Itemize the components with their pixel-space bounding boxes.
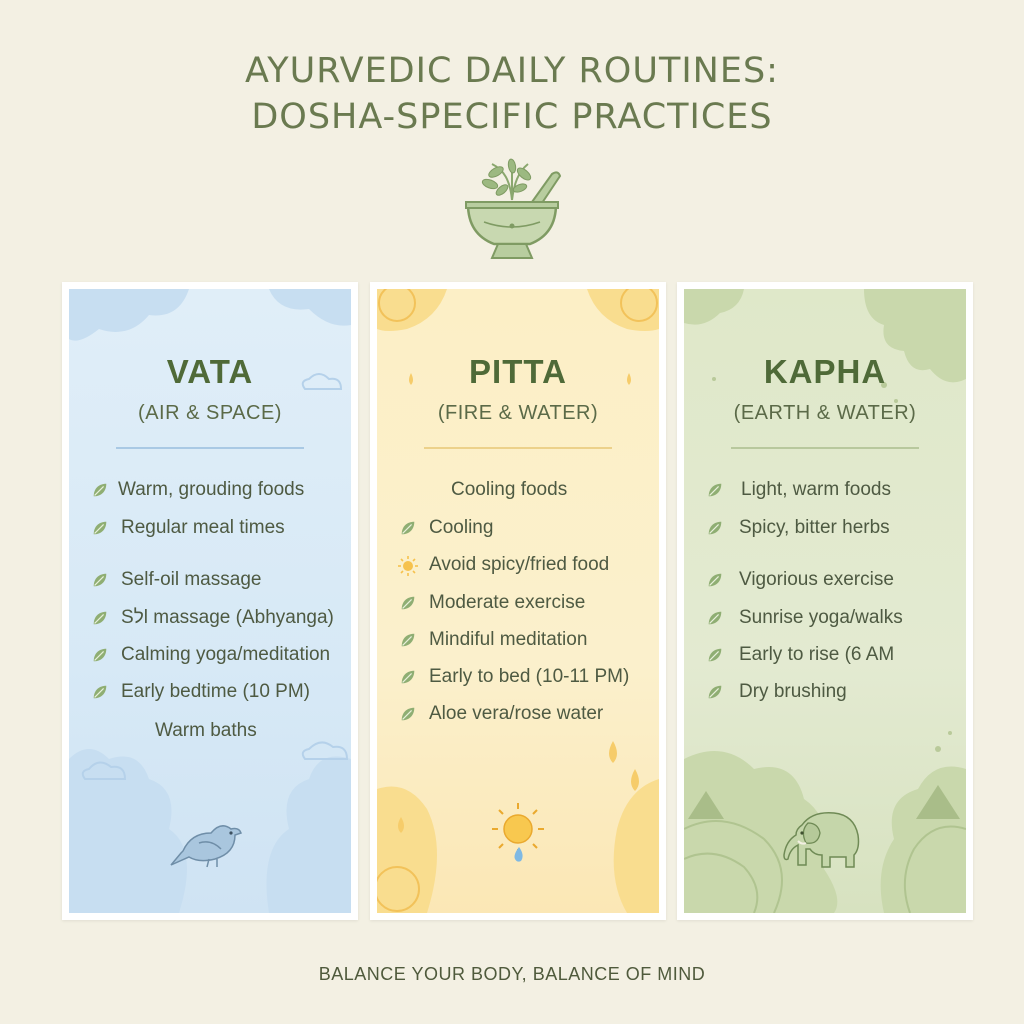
pitta-item: Avoid spicy/fried food <box>429 554 610 575</box>
leaf-icon <box>91 683 109 701</box>
pitta-item: Cooling foods <box>451 479 568 500</box>
leaf-icon <box>91 646 109 664</box>
pitta-item: Moderate exercise <box>429 592 586 613</box>
kapha-divider <box>731 447 919 449</box>
sun-icon <box>397 555 419 577</box>
vata-item: Warm baths <box>155 720 257 741</box>
leaf-icon <box>91 519 109 537</box>
kapha-item: Light, warm foods <box>741 479 891 500</box>
vata-item: Regular meal times <box>121 517 285 538</box>
vata-item: Early bedtime (10 PM) <box>121 681 311 702</box>
leaf-icon <box>91 609 109 627</box>
sun-water-drop-icon <box>483 797 553 867</box>
vata-title: VATA <box>166 353 254 390</box>
vata-panel <box>62 282 358 920</box>
leaf-icon <box>399 631 417 649</box>
pitta-item: Cooling <box>429 517 494 538</box>
title-line-1: AYURVEDIC DAILY ROUTINES: <box>245 51 779 91</box>
elephant-icon <box>778 805 864 871</box>
pitta-item: Aloe vera/rose water <box>429 703 604 724</box>
leaf-icon <box>706 571 724 589</box>
pitta-item: Early to bed (10-11 PM) <box>429 666 630 687</box>
leaf-icon <box>399 594 417 612</box>
leaf-icon <box>399 668 417 686</box>
kapha-elements: (EARTH & WATER) <box>733 402 917 424</box>
page-title <box>0 48 1024 140</box>
vata-elements: (AIR & SPACE) <box>138 402 282 424</box>
kapha-item: Sunrise yoga/walks <box>739 607 903 628</box>
vata-divider <box>116 447 304 449</box>
pitta-title: PITTA <box>469 353 567 390</box>
vata-item: Sלl massage (Abhyanga) <box>121 607 334 628</box>
kapha-item: Early to rise (6 AM <box>739 644 895 665</box>
vata-item: Calming yoga/meditation <box>121 644 331 665</box>
pitta-divider <box>424 447 612 449</box>
vata-item: Self-oil massage <box>121 569 262 590</box>
mortar-pestle-herbs-icon <box>452 150 572 270</box>
leaf-icon <box>706 481 724 499</box>
kapha-item: Dry brushing <box>739 681 847 702</box>
pitta-panel <box>370 282 666 920</box>
leaf-icon <box>706 519 724 537</box>
bird-icon <box>169 807 249 871</box>
pitta-item: Mindiful meditation <box>429 629 588 650</box>
vata-item: Warm, grouding foods <box>118 479 305 500</box>
leaf-icon <box>706 609 724 627</box>
leaf-icon <box>91 481 109 499</box>
kapha-item: Vigorious exercise <box>739 569 894 590</box>
kapha-item: Spicy, bitter herbs <box>739 517 890 538</box>
leaf-icon <box>399 705 417 723</box>
kapha-panel <box>677 282 973 920</box>
leaf-icon <box>91 571 109 589</box>
leaf-icon <box>706 646 724 664</box>
footer-tagline: BALANCE YOUR BODY, BALANCE OF MIND <box>318 964 706 984</box>
pitta-elements: (FIRE & WATER) <box>437 402 599 424</box>
leaf-icon <box>706 683 724 701</box>
kapha-title: KAPHA <box>763 353 887 390</box>
title-line-2: DOSHA-SPECIFIC PRACTICES <box>251 97 773 137</box>
leaf-icon <box>399 519 417 537</box>
